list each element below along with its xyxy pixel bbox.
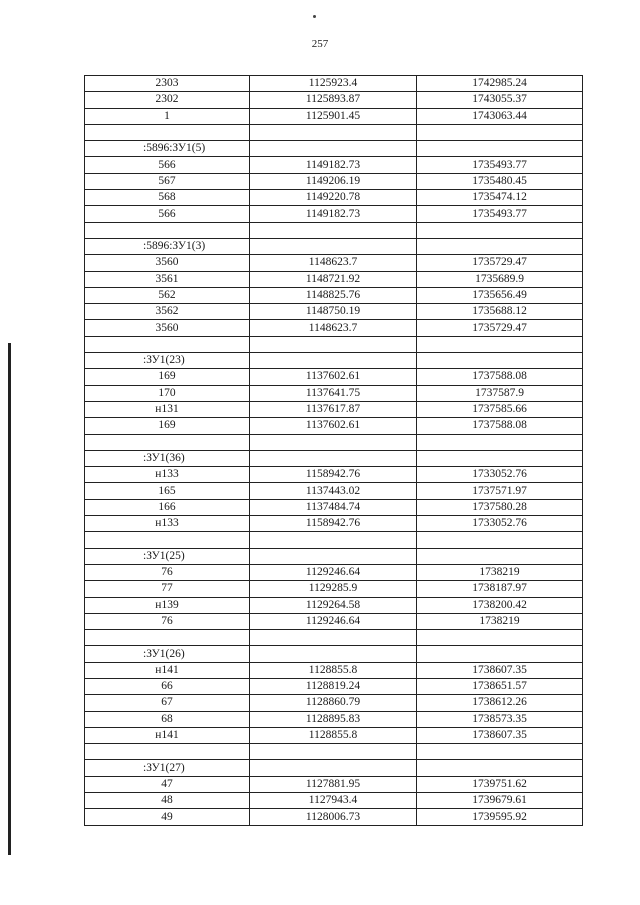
x-coordinate-cell: 1137602.61 <box>250 418 417 434</box>
x-coordinate-cell: 1125893.87 <box>250 92 417 108</box>
point-number-cell: 169 <box>85 369 250 385</box>
scan-margin-line <box>8 343 11 855</box>
section-label-cell: :ЗУ1(27) <box>85 760 250 776</box>
x-coordinate-cell <box>250 141 417 157</box>
y-coordinate-cell: 1737588.08 <box>417 369 583 385</box>
x-coordinate-cell <box>250 124 417 140</box>
section-header-row <box>85 141 583 157</box>
x-coordinate-cell: 1129246.64 <box>250 564 417 580</box>
y-coordinate-cell <box>417 646 583 662</box>
y-coordinate-cell: 1737587.9 <box>417 385 583 401</box>
point-number-cell: 566 <box>85 157 250 173</box>
y-coordinate-cell: 1735729.47 <box>417 255 583 271</box>
table-row <box>85 108 583 124</box>
y-coordinate-cell: 1738607.35 <box>417 727 583 743</box>
y-coordinate-cell <box>417 222 583 238</box>
point-number-cell: 67 <box>85 695 250 711</box>
table-row <box>85 401 583 417</box>
spacer-row <box>85 744 583 760</box>
y-coordinate-cell: 1742985.24 <box>417 76 583 92</box>
y-coordinate-cell <box>417 434 583 450</box>
x-coordinate-cell: 1149206.19 <box>250 173 417 189</box>
y-coordinate-cell: 1735688.12 <box>417 304 583 320</box>
y-coordinate-cell: 1738612.26 <box>417 695 583 711</box>
spacer-row <box>85 532 583 548</box>
y-coordinate-cell: 1735480.45 <box>417 173 583 189</box>
y-coordinate-cell: 1739595.92 <box>417 809 583 825</box>
x-coordinate-cell: 1128895.83 <box>250 711 417 727</box>
point-number-cell: 562 <box>85 287 250 303</box>
table-row <box>85 320 583 336</box>
x-coordinate-cell <box>250 744 417 760</box>
point-number-cell <box>85 124 250 140</box>
y-coordinate-cell: 1735689.9 <box>417 271 583 287</box>
x-coordinate-cell: 1128855.8 <box>250 662 417 678</box>
x-coordinate-cell: 1128819.24 <box>250 678 417 694</box>
section-label-cell: :ЗУ1(23) <box>85 353 250 369</box>
y-coordinate-cell <box>417 141 583 157</box>
table-row <box>85 157 583 173</box>
x-coordinate-cell: 1137641.75 <box>250 385 417 401</box>
table-row <box>85 76 583 92</box>
section-header-row <box>85 548 583 564</box>
table-row <box>85 369 583 385</box>
table-row <box>85 727 583 743</box>
point-number-cell: 68 <box>85 711 250 727</box>
x-coordinate-cell <box>250 450 417 466</box>
x-coordinate-cell: 1125923.4 <box>250 76 417 92</box>
point-number-cell: 77 <box>85 581 250 597</box>
x-coordinate-cell <box>250 630 417 646</box>
point-number-cell <box>85 532 250 548</box>
x-coordinate-cell: 1158942.76 <box>250 467 417 483</box>
x-coordinate-cell: 1129264.58 <box>250 597 417 613</box>
section-label-cell: :5896:ЗУ1(3) <box>85 238 250 254</box>
y-coordinate-cell: 1743055.37 <box>417 92 583 108</box>
table-row <box>85 287 583 303</box>
x-coordinate-cell: 1128855.8 <box>250 727 417 743</box>
table-row <box>85 190 583 206</box>
y-coordinate-cell: 1739751.62 <box>417 776 583 792</box>
point-number-cell: н139 <box>85 597 250 613</box>
y-coordinate-cell <box>417 630 583 646</box>
table-row <box>85 271 583 287</box>
y-coordinate-cell: 1733052.76 <box>417 467 583 483</box>
point-number-cell <box>85 336 250 352</box>
y-coordinate-cell: 1737585.66 <box>417 401 583 417</box>
coordinates-table <box>84 75 583 826</box>
x-coordinate-cell <box>250 548 417 564</box>
x-coordinate-cell: 1148623.7 <box>250 320 417 336</box>
x-coordinate-cell: 1148623.7 <box>250 255 417 271</box>
y-coordinate-cell: 1743063.44 <box>417 108 583 124</box>
point-number-cell <box>85 222 250 238</box>
point-number-cell: 3560 <box>85 255 250 271</box>
y-coordinate-cell: 1739679.61 <box>417 793 583 809</box>
table-row <box>85 581 583 597</box>
x-coordinate-cell: 1148825.76 <box>250 287 417 303</box>
table-row <box>85 499 583 515</box>
x-coordinate-cell: 1137617.87 <box>250 401 417 417</box>
section-label-cell: :ЗУ1(36) <box>85 450 250 466</box>
point-number-cell: 66 <box>85 678 250 694</box>
point-number-cell <box>85 434 250 450</box>
x-coordinate-cell: 1127881.95 <box>250 776 417 792</box>
point-number-cell: 170 <box>85 385 250 401</box>
table-row <box>85 418 583 434</box>
table-row <box>85 255 583 271</box>
point-number-cell: 169 <box>85 418 250 434</box>
x-coordinate-cell <box>250 238 417 254</box>
x-coordinate-cell: 1129246.64 <box>250 613 417 629</box>
table-row <box>85 467 583 483</box>
x-coordinate-cell: 1129285.9 <box>250 581 417 597</box>
table-row <box>85 564 583 580</box>
point-number-cell: н131 <box>85 401 250 417</box>
x-coordinate-cell: 1137443.02 <box>250 483 417 499</box>
point-number-cell: 48 <box>85 793 250 809</box>
point-number-cell <box>85 744 250 760</box>
y-coordinate-cell: 1735729.47 <box>417 320 583 336</box>
x-coordinate-cell <box>250 353 417 369</box>
page-number: 257 <box>311 38 329 50</box>
x-coordinate-cell <box>250 336 417 352</box>
section-header-row <box>85 646 583 662</box>
x-coordinate-cell <box>250 646 417 662</box>
point-number-cell: 566 <box>85 206 250 222</box>
y-coordinate-cell <box>417 548 583 564</box>
x-coordinate-cell: 1148750.19 <box>250 304 417 320</box>
x-coordinate-cell: 1149182.73 <box>250 157 417 173</box>
table-row <box>85 695 583 711</box>
y-coordinate-cell <box>417 353 583 369</box>
point-number-cell: 3562 <box>85 304 250 320</box>
spacer-row <box>85 124 583 140</box>
y-coordinate-cell: 1735493.77 <box>417 157 583 173</box>
y-coordinate-cell: 1738219 <box>417 564 583 580</box>
y-coordinate-cell: 1738187.97 <box>417 581 583 597</box>
y-coordinate-cell: 1737580.28 <box>417 499 583 515</box>
table-row <box>85 793 583 809</box>
scan-speck <box>313 15 316 18</box>
y-coordinate-cell: 1738219 <box>417 613 583 629</box>
point-number-cell: 76 <box>85 613 250 629</box>
table-row <box>85 173 583 189</box>
y-coordinate-cell: 1735493.77 <box>417 206 583 222</box>
coordinates-table-body <box>85 76 583 826</box>
x-coordinate-cell <box>250 222 417 238</box>
y-coordinate-cell: 1735474.12 <box>417 190 583 206</box>
x-coordinate-cell: 1137602.61 <box>250 369 417 385</box>
table-row <box>85 711 583 727</box>
x-coordinate-cell <box>250 760 417 776</box>
x-coordinate-cell <box>250 434 417 450</box>
x-coordinate-cell <box>250 532 417 548</box>
point-number-cell: 567 <box>85 173 250 189</box>
table-row <box>85 678 583 694</box>
spacer-row <box>85 222 583 238</box>
y-coordinate-cell <box>417 124 583 140</box>
spacer-row <box>85 434 583 450</box>
y-coordinate-cell <box>417 744 583 760</box>
section-label-cell: :5896:ЗУ1(5) <box>85 141 250 157</box>
y-coordinate-cell: 1738651.57 <box>417 678 583 694</box>
y-coordinate-cell <box>417 450 583 466</box>
table-row <box>85 304 583 320</box>
table-row <box>85 613 583 629</box>
y-coordinate-cell <box>417 532 583 548</box>
section-label-cell: :ЗУ1(25) <box>85 548 250 564</box>
y-coordinate-cell: 1737571.97 <box>417 483 583 499</box>
y-coordinate-cell <box>417 238 583 254</box>
x-coordinate-cell: 1127943.4 <box>250 793 417 809</box>
section-header-row <box>85 353 583 369</box>
table-row <box>85 206 583 222</box>
point-number-cell: 49 <box>85 809 250 825</box>
spacer-row <box>85 630 583 646</box>
y-coordinate-cell: 1733052.76 <box>417 516 583 532</box>
table-row <box>85 597 583 613</box>
point-number-cell: 568 <box>85 190 250 206</box>
x-coordinate-cell: 1128860.79 <box>250 695 417 711</box>
x-coordinate-cell: 1137484.74 <box>250 499 417 515</box>
point-number-cell: 3560 <box>85 320 250 336</box>
table-row <box>85 662 583 678</box>
point-number-cell: 2303 <box>85 76 250 92</box>
x-coordinate-cell: 1158942.76 <box>250 516 417 532</box>
table-row <box>85 385 583 401</box>
section-label-cell: :ЗУ1(26) <box>85 646 250 662</box>
point-number-cell: н133 <box>85 516 250 532</box>
x-coordinate-cell: 1149182.73 <box>250 206 417 222</box>
x-coordinate-cell: 1149220.78 <box>250 190 417 206</box>
x-coordinate-cell: 1128006.73 <box>250 809 417 825</box>
y-coordinate-cell: 1735656.49 <box>417 287 583 303</box>
y-coordinate-cell: 1738573.35 <box>417 711 583 727</box>
point-number-cell: 76 <box>85 564 250 580</box>
point-number-cell: н141 <box>85 662 250 678</box>
table-row <box>85 483 583 499</box>
y-coordinate-cell <box>417 336 583 352</box>
x-coordinate-cell: 1148721.92 <box>250 271 417 287</box>
point-number-cell <box>85 630 250 646</box>
spacer-row <box>85 336 583 352</box>
table-row <box>85 92 583 108</box>
y-coordinate-cell: 1737588.08 <box>417 418 583 434</box>
point-number-cell: 3561 <box>85 271 250 287</box>
y-coordinate-cell: 1738200.42 <box>417 597 583 613</box>
table-row <box>85 809 583 825</box>
point-number-cell: 166 <box>85 499 250 515</box>
section-header-row <box>85 760 583 776</box>
section-header-row <box>85 238 583 254</box>
y-coordinate-cell <box>417 760 583 776</box>
section-header-row <box>85 450 583 466</box>
point-number-cell: 2302 <box>85 92 250 108</box>
table-row <box>85 776 583 792</box>
x-coordinate-cell: 1125901.45 <box>250 108 417 124</box>
y-coordinate-cell: 1738607.35 <box>417 662 583 678</box>
point-number-cell: 165 <box>85 483 250 499</box>
point-number-cell: 1 <box>85 108 250 124</box>
point-number-cell: 47 <box>85 776 250 792</box>
point-number-cell: н141 <box>85 727 250 743</box>
table-row <box>85 516 583 532</box>
point-number-cell: н133 <box>85 467 250 483</box>
